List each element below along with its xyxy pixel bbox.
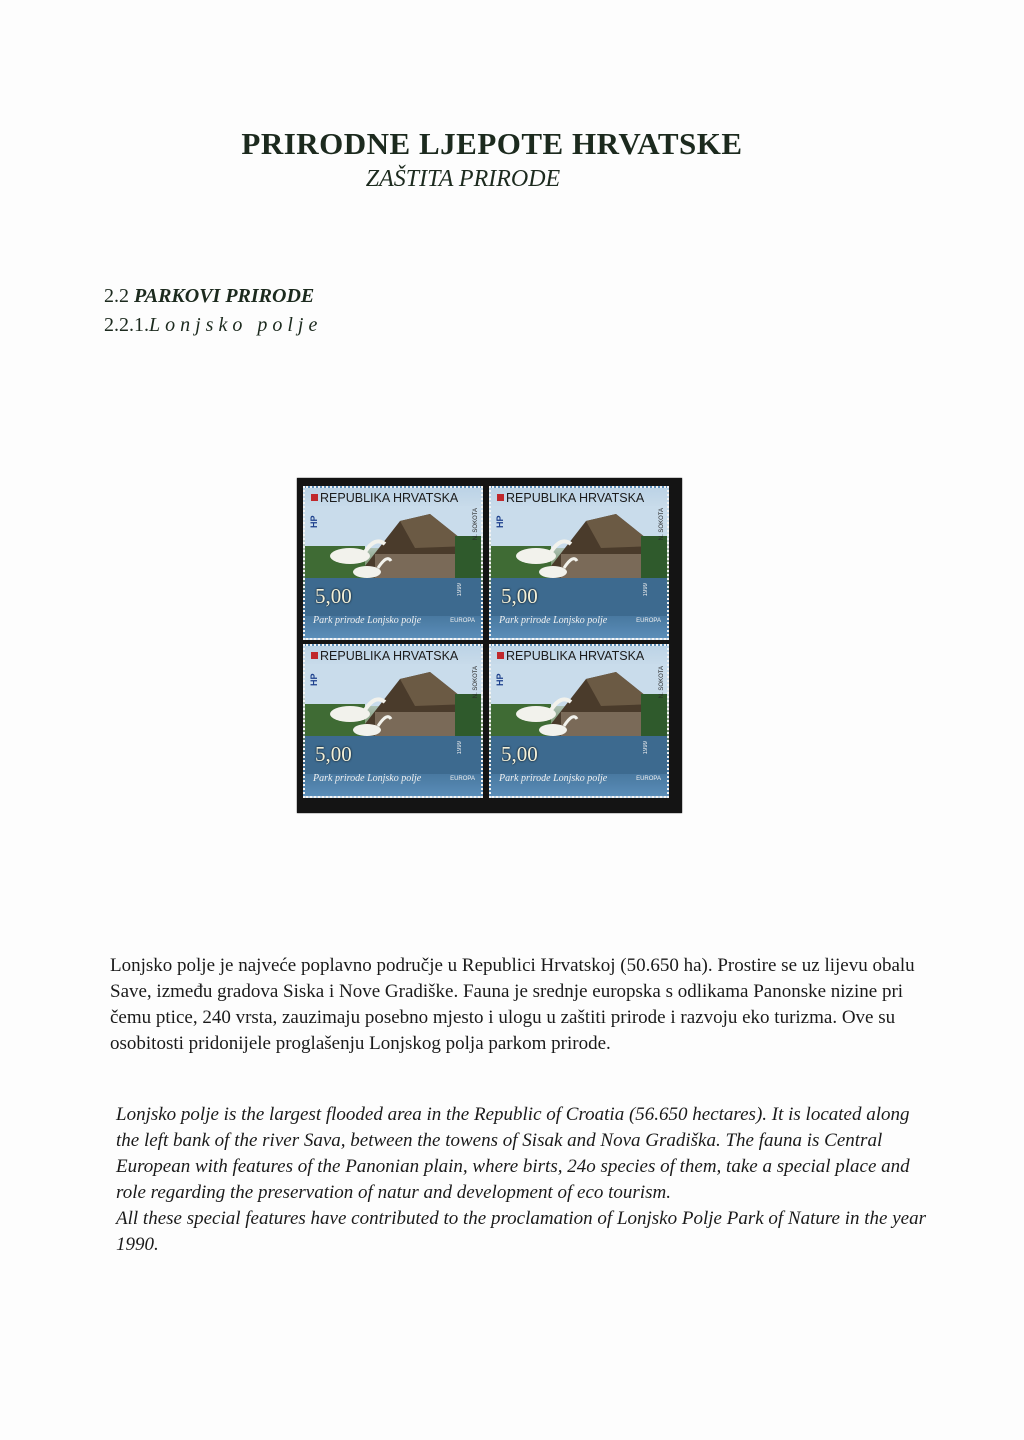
page-subtitle: ZAŠTITA PRIRODE [365,166,561,192]
stamp [489,644,669,798]
croatian-chequer-icon [497,652,504,659]
stamp-country-text: REPUBLIKA HRVATSKA [320,491,459,505]
stamp [303,486,483,640]
europa-logo: EUROPA [450,618,475,624]
section-name: PARKOVI PRIRODE [134,285,315,307]
stamp-year: 1999 [643,583,649,597]
stamp-country-text: REPUBLIKA HRVATSKA [506,649,645,663]
stamp-caption: Park prirode Lonjsko polje [313,773,422,784]
english-description [116,1102,926,1258]
stamp [303,644,483,798]
stamp-country [497,649,663,663]
stamp-year: 1999 [643,741,649,755]
stamp-value: 5,00 [501,584,538,608]
croatian-chequer-icon [311,494,318,501]
stamp-designer: N. ŠOKOTA [659,666,665,699]
stamp-designer: N. ŠOKOTA [473,508,479,541]
europa-logo: EUROPA [450,776,475,782]
stamp-block [297,478,682,813]
stamp-year: 1999 [457,583,463,597]
stamp-country [311,491,477,505]
stamp-value: 5,00 [315,742,352,766]
page-title: PRIRODNE LJEPOTE HRVATSKE [241,126,743,161]
stamp [489,486,669,640]
subsection-name: Lonjsko polje [149,314,323,336]
stamp-country [311,649,477,663]
croatian-description: Lonjsko polje je najveće poplavno područje u Republici Hrvatskoj (50.650 ha). Prostire se uz lijevu obalu Save, između gradova Siska i Nove Gradiške. Fauna je srednje europska s odlikama Panonske nizine pri čemu ptice, 240 vrsta, zauzimaju posebno mjesto i ulogu u zaštiti prirode i razvoju eko turizma. Ove su osobitosti pridonijele proglašenju Lonjskog polja parkom prirode. [110,955,915,1054]
section-heading [104,285,314,308]
europa-logo: EUROPA [636,618,661,624]
section-number: 2.2 [104,285,129,307]
stamp-value: 5,00 [501,742,538,766]
stamp-caption: Park prirode Lonjsko polje [313,615,422,626]
europa-logo: EUROPA [636,776,661,782]
stamp-designer: N. ŠOKOTA [659,508,665,541]
croatian-chequer-icon [497,494,504,501]
hp-logo-icon: HP [495,673,505,686]
stamp-caption: Park prirode Lonjsko polje [499,773,608,784]
stamp-country-text: REPUBLIKA HRVATSKA [320,649,459,663]
english-paragraph: Lonjsko polje is the largest flooded area in the Republic of Croatia (56.650 hectares). It is located along the left bank of the river Sava, between the towens of Sisak and Nova Gradiška. The fauna is Central European with features of the Panonian plain, where birts, 24o species of them, take a special place and role regarding the preservation of natur and development of eco tourism. [116,1104,910,1203]
croatian-chequer-icon [311,652,318,659]
stamp-designer: N. ŠOKOTA [473,666,479,699]
stamp-country [497,491,663,505]
stamp-value: 5,00 [315,584,352,608]
stamp-caption: Park prirode Lonjsko polje [499,615,608,626]
hp-logo-icon: HP [309,673,319,686]
subsection-heading [104,314,322,337]
stamp-year: 1999 [457,741,463,755]
stamp-country-text: REPUBLIKA HRVATSKA [506,491,645,505]
subsection-number: 2.2.1. [104,314,149,336]
hp-logo-icon: HP [495,515,505,528]
english-paragraph: All these special features have contributed to the proclamation of Lonjsko Polje Park of Nature in the year 1990. [116,1208,926,1255]
hp-logo-icon: HP [309,515,319,528]
